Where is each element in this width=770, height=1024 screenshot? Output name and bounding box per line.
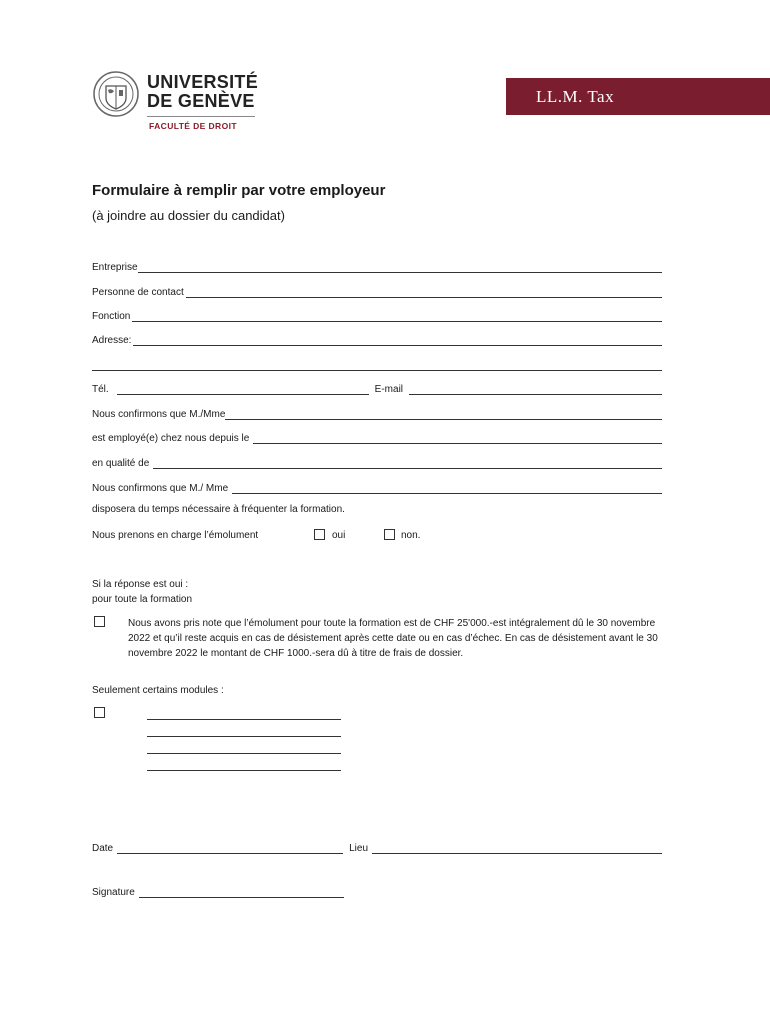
employe-label: est employé(e) chez nous depuis le — [92, 433, 250, 444]
module-input-line-2[interactable] — [147, 736, 341, 737]
field-contact — [92, 284, 662, 298]
toute-formation-checkbox[interactable] — [94, 616, 105, 627]
form-title: Formulaire à remplir par votre employeur — [92, 182, 386, 199]
email-input-line[interactable] — [409, 385, 662, 395]
note-paragraph: Nous avons pris note que l’émolument pour toute la formation est de CHF 25'000.-est intégralement dû le 30 novembre 2022 et qu’il reste acquis en cas de désistement après cette date ou en cas d’échec. En cas de désistement avant le 30 novembre 2022 le montant de CHF 1000.-sera dû à titre de frais de dossier. — [128, 618, 658, 659]
emolument-question: Nous prenons en charge l’émolument — [92, 530, 259, 541]
qualite-label: en qualité de — [92, 458, 150, 469]
confirm2-label: Nous confirmons que M./ Mme — [92, 483, 229, 494]
form-subtitle: (à joindre au dossier du candidat) — [92, 208, 285, 223]
confirm1-input-line[interactable] — [225, 410, 662, 420]
si-reponse-text: Si la réponse est oui : — [92, 579, 189, 590]
pour-toute-formation-text: pour toute la formation — [92, 594, 193, 605]
university-name: UNIVERSITÉ DE GENÈVE — [147, 72, 259, 111]
qualite-input-line[interactable] — [153, 459, 662, 469]
date-label: Date — [92, 843, 114, 854]
fonction-label: Fonction — [92, 311, 131, 322]
tel-label: Tél. — [92, 384, 109, 395]
adresse-label: Adresse: — [92, 335, 132, 346]
field-qualite — [92, 455, 662, 469]
faculty-name: FACULTÉ DE DROIT — [149, 121, 237, 131]
module-input-line-1[interactable] — [147, 719, 341, 720]
lieu-input-line[interactable] — [372, 844, 662, 854]
signature-input-line[interactable] — [139, 888, 344, 898]
tel-input-line[interactable] — [117, 385, 369, 395]
signature-label: Signature — [92, 887, 135, 898]
field-adresse — [92, 332, 662, 346]
oui-checkbox[interactable] — [314, 529, 325, 540]
program-banner-text: LL.M. Tax — [536, 87, 615, 106]
module-input-line-4[interactable] — [147, 770, 341, 771]
non-label: non. — [401, 530, 421, 541]
entreprise-label: Entreprise — [92, 262, 138, 273]
field-confirm1 — [92, 406, 662, 420]
program-banner — [506, 78, 770, 115]
field-signature — [92, 884, 344, 898]
university-seal-icon — [92, 70, 140, 118]
university-logo — [92, 70, 262, 136]
email-label: E-mail — [374, 384, 404, 395]
modules-checkbox[interactable] — [94, 707, 105, 718]
field-tel-email — [92, 381, 662, 395]
employe-input-line[interactable] — [253, 434, 662, 444]
date-input-line[interactable] — [117, 844, 343, 854]
modules-label: Seulement certains modules : — [92, 685, 224, 696]
adresse-input-line[interactable] — [133, 336, 662, 346]
confirm1-label: Nous confirmons que M./Mme — [92, 409, 226, 420]
field-entreprise — [92, 259, 662, 273]
entreprise-input-line[interactable] — [138, 263, 662, 273]
field-confirm2 — [92, 480, 662, 494]
adresse-input-line-2[interactable] — [92, 361, 662, 371]
field-adresse-2 — [92, 357, 662, 371]
field-date-lieu — [92, 840, 662, 854]
module-input-line-3[interactable] — [147, 753, 341, 754]
fonction-input-line[interactable] — [132, 312, 662, 322]
field-employe — [92, 430, 662, 444]
confirm2-input-line[interactable] — [232, 484, 662, 494]
disposera-text: disposera du temps nécessaire à fréquenter la formation. — [92, 504, 345, 515]
lieu-label: Lieu — [349, 843, 369, 854]
logo-divider — [147, 116, 255, 117]
field-fonction — [92, 308, 662, 322]
non-checkbox[interactable] — [384, 529, 395, 540]
contact-input-line[interactable] — [186, 288, 662, 298]
oui-label: oui — [332, 530, 346, 541]
contact-label: Personne de contact — [92, 287, 184, 298]
